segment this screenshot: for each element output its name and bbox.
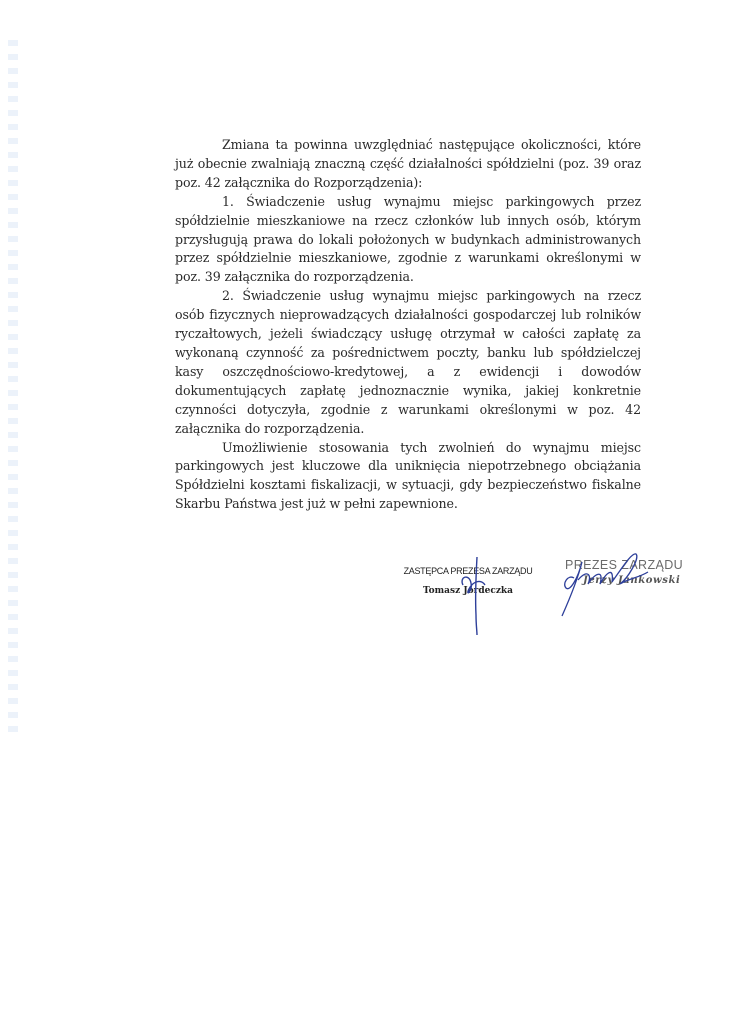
signature-name: Tomasz Jordeczka [422, 586, 513, 596]
paragraph-point-2: 2. Świadczenie usług wynajmu miejsc parkingowych na rzecz osób fizycznych nieprowadzących działalności gospodarczej lub rolników ryczałtowych, jeżeli świadczący usługę otrzymał w całości zapłatę za wykonaną czynność za pośrednictwem poczty, banku lub spółdzielczej kasy oszczędnościowo-kredytowej, a z ewidencji i dowodów dokumentujących zapłatę jednoznacznie wynika, jakiej konkretnie czynności dotyczyła, zgodnie z warunkami określonymi w poz. 42 załącznika do rozporządzenia. [175, 288, 641, 436]
paragraph-intro: Zmiana ta powinna uwzględniać następujące okoliczności, które już obecnie zwalniają znaczną część działalności spółdzielni (poz. 39 oraz poz. 42 załącznika do Rozporządzenia): [175, 137, 641, 190]
scan-edge-artifact [8, 40, 18, 740]
document-body [175, 136, 641, 514]
handwritten-signature-deputy [455, 555, 495, 635]
signature-role: ZASTĘPCA PREZESA ZARZĄDU [403, 566, 533, 576]
handwritten-signature-president [548, 548, 658, 618]
paragraph-conclusion: Umożliwienie stosowania tych zwolnień do wynajmu miejsc parkingowych jest kluczowe dla uniknięcia niepotrzebnego obciążania Spółdzielni kosztami fiskalizacji, w sytuacji, gdy bezpieczeństwo fiskalne Skarbu Państwa jest już w pełni zapewnione. [175, 439, 641, 512]
signature-role: PREZES ZARZĄDU [565, 558, 684, 572]
signature-name: Jerzy Jankowski [583, 575, 681, 586]
paragraph-point-1: 1. Świadczenie usług wynajmu miejsc parkingowych przez spółdzielnie mieszkaniowe na rzecz członków lub innych osób, którym przysługują prawa do lokali położonych w budynkach administrowanych przez spółdzielnie mieszkaniowe, zgodnie z warunkami określonymi w poz. 39 załącznika do rozporządzenia. [175, 193, 641, 285]
